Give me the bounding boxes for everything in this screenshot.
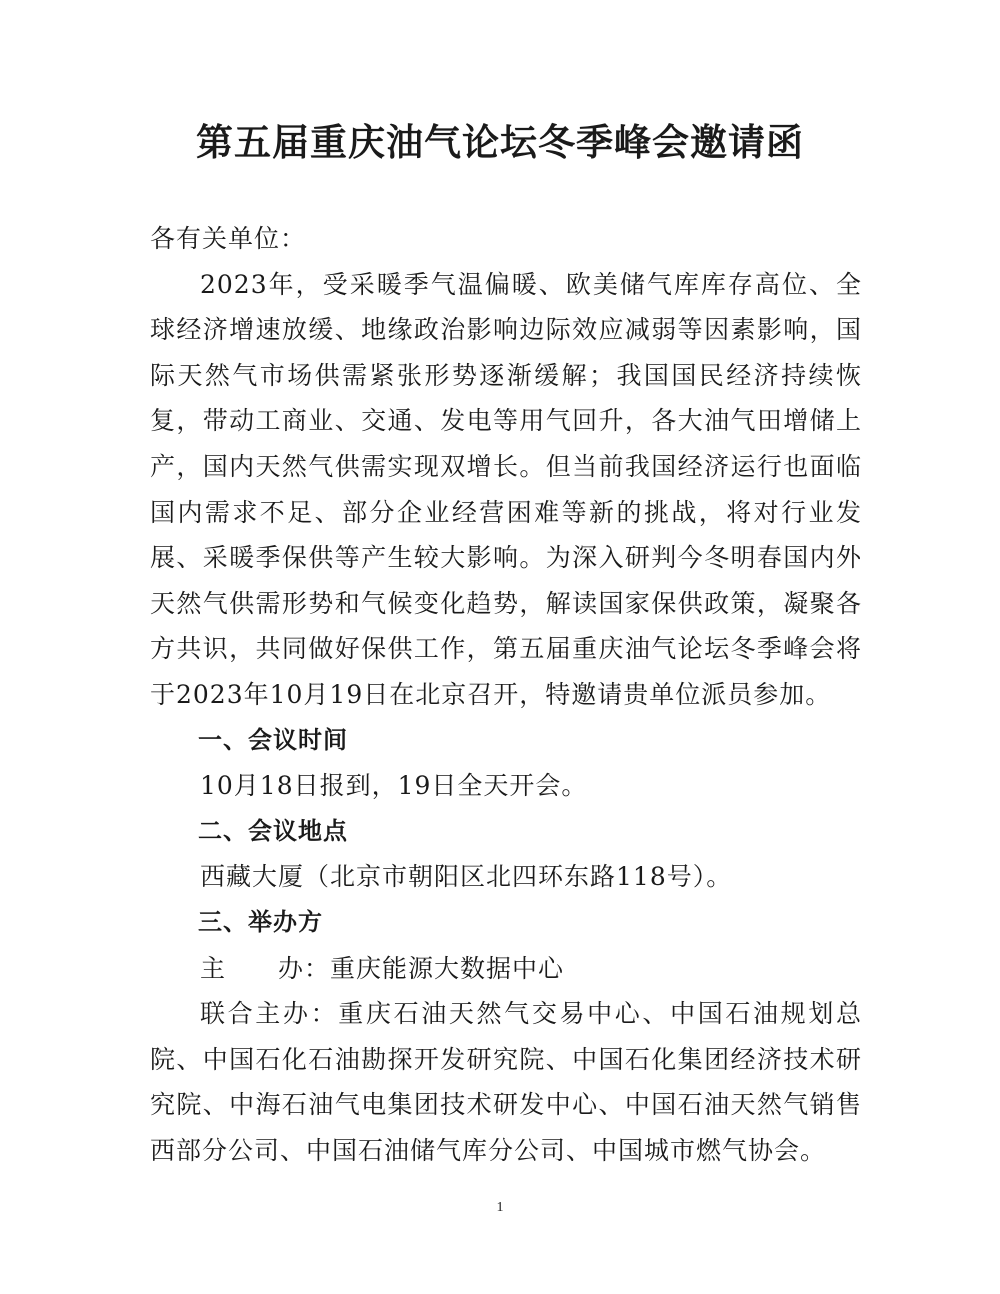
document-title: 第五届重庆油气论坛冬季峰会邀请函 bbox=[196, 120, 804, 164]
section-heading-organizers: 三、举办方 bbox=[198, 907, 323, 936]
salutation: 各有关单位： bbox=[150, 224, 307, 253]
page-number: 1 bbox=[496, 1200, 504, 1215]
section-content-time: 10月18日报到，19日全天开会。 bbox=[200, 771, 588, 801]
intro-paragraph: 2023年，受采暖季气温偏暖、欧美储气库库存高位、全球经济增速放缓、地缘政治影响边际效应减弱等因素影响，国际天然气市场供需紧张形势逐渐缓解；我国国民经济持续恢复，带动工商业、交通、发电等用气回升，各大油气田增储上产，国内天然气供需实现双增长。但当前我国经济运行也面临国内需求不足、部分企业经营困难等新的挑战，将对行业发展、采暖季保供等产生较大影响。为深入研判今冬明春国内外天然气供需形势和气候变化趋势，解读国家保供政策，凝聚各方共识，共同做好保供工作，第五届重庆油气论坛冬季峰会将于2023年10月19日在北京召开，特邀请贵单位派员参加。 bbox=[150, 269, 862, 709]
co-host-line bbox=[150, 991, 862, 1173]
section-heading-venue: 二、会议地点 bbox=[198, 816, 348, 845]
co-host-value: 重庆石油天然气交易中心、中国石油规划总院、中国石化石油勘探开发研究院、中国石化集团经济技术研究院、中海石油气电集团技术研发中心、中国石油天然气销售西部分公司、中国石油储气库分公司、中国城市燃气协会。 bbox=[150, 999, 862, 1165]
host-value: 重庆能源大数据中心 bbox=[330, 953, 565, 983]
host-label: 主 办： bbox=[200, 953, 331, 983]
co-host-label: 联合主办： bbox=[200, 999, 339, 1029]
document-body bbox=[150, 216, 862, 1173]
section-content-venue: 西藏大厦（北京市朝阳区北四环东路118号）。 bbox=[200, 862, 733, 892]
section-heading-time: 一、会议时间 bbox=[198, 725, 348, 754]
host-line bbox=[150, 946, 862, 992]
